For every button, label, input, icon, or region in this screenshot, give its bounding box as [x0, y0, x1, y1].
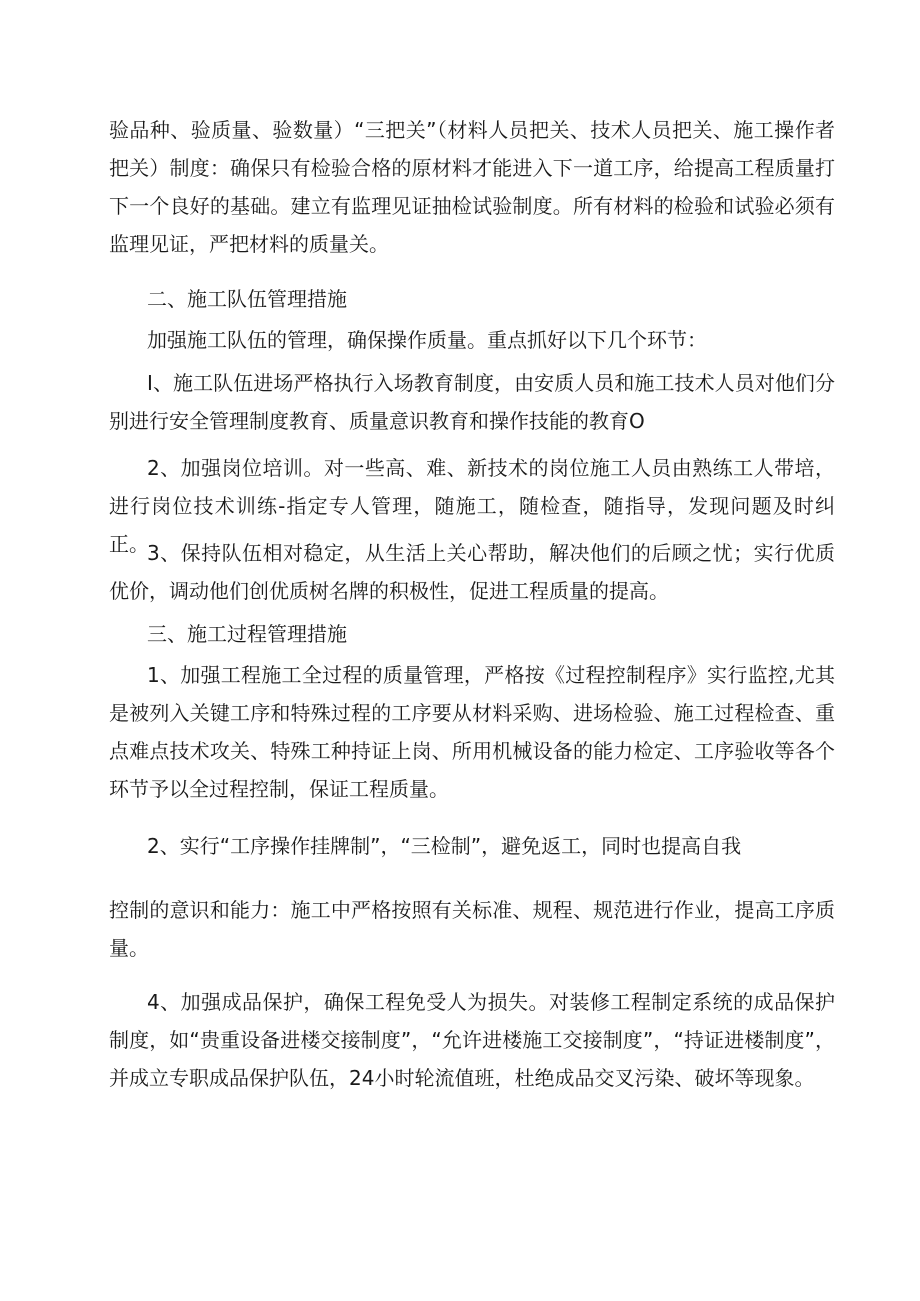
- paragraph-process-item-2-cont: 控制的意识和能力：施工中严格按照有关标准、规程、规范进行作业，提高工序质量。: [109, 898, 835, 960]
- paragraph-team-item-1: I、施工队伍进场严格执行入场教育制度，由安质人员和施工技术人员对他们分别进行安全管理制度教育、质量意识教育和操作技能的教育O: [109, 371, 835, 433]
- paragraph-process-item-4: 4、加强成品保护，确保工程免受人为损失。对装修工程制定系统的成品保护制度，如“贵重设备进楼交接制度”，“允许进楼施工交接制度”，“持证进楼制度”，并成立专职成品保护队伍，24小时轮流值班，杜绝成品交叉污染、破坏等现象。: [109, 990, 835, 1090]
- paragraph-team-item-2: 2、加强岗位培训。对一些高、难、新技术的岗位施工人员由熟练工人带培，进行岗位技术训练-指定专人管理，随施工，随检查，随指导，发现问题及时纠正。: [109, 456, 835, 556]
- paragraph-team-item-3: 3、保持队伍相对稳定，从生活上关心帮助，解决他们的后顾之忧；实行优质优价，调动他们创优质树名牌的积极性，促进工程质量的提高。: [109, 541, 835, 603]
- paragraph-team-intro: 加强施工队伍的管理，确保操作质量。重点抓好以下几个环节：: [147, 328, 707, 352]
- paragraph-process-item-2: 2、实行“工序操作挂牌制”，“三检制”，避免返工，同时也提高自我: [147, 834, 742, 858]
- paragraph-material-inspection: 验品种、验质量、验数量）“三把关”（材料人员把关、技术人员把关、施工操作者把关）制度：确保只有检验合格的原材料才能进入下一道工序，给提高工程质量打下一个良好的基础。建立有监理见证抽检试验制度。所有材料的检验和试验必须有监理见证，严把材料的质量关。: [109, 118, 835, 256]
- heading-process-management: 三、施工过程管理措施: [147, 622, 347, 646]
- paragraph-process-item-1: 1、加强工程施工全过程的质量管理，严格按《过程控制程序》实行监控,尤其是被列入关键工序和特殊过程的工序要从材料采购、进场检验、施工过程检查、重点难点技术攻关、特殊工种持证上岗、所用机械设备的能力检定、工序验收等各个环节予以全过程控制，保证工程质量。: [109, 663, 835, 801]
- heading-team-management: 二、施工队伍管理措施: [147, 287, 347, 311]
